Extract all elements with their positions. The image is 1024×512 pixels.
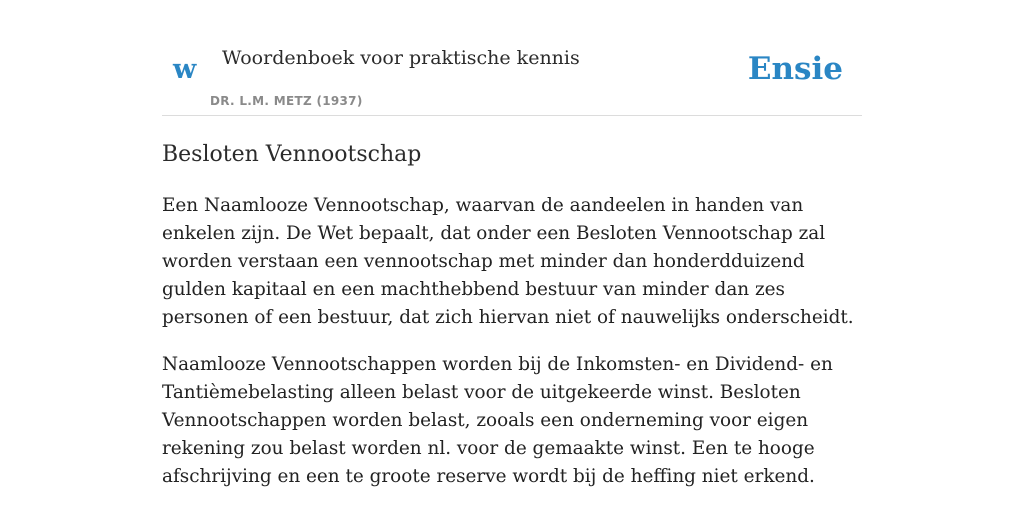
entry-paragraph: Naamlooze Vennootschappen worden bij de Inkomsten- en Dividend- en Tantièmebelasting alleen belast voor de uitgekeerde winst. Besloten Vennootschappen worden belast, zooals een onderneming voor eigen rekening zou belast worden nl. voor de gemaakte winst. Een te hooge afschrijving en een te groote reserve wordt bij de heffing niet erkend. bbox=[162, 354, 833, 487]
book-author: DR. L.M. METZ (1937) bbox=[210, 94, 363, 108]
book-title[interactable]: Woordenboek voor praktische kennis bbox=[222, 47, 580, 69]
entry-title: Besloten Vennootschap bbox=[162, 142, 422, 167]
entry-body bbox=[162, 192, 862, 510]
entry-paragraph: Een Naamlooze Vennootschap, waarvan de aandeelen in handen van enkelen zijn. De Wet bepaalt, dat onder een Besloten Vennootschap zal worden verstaan een vennootschap met minder dan honderdduizend gulden kapitaal en een machthebbend bestuur van minder dan zes personen of een bestuur, dat zich hiervan niet of nauwelijks onderscheidt. bbox=[162, 195, 854, 328]
book-logo-icon[interactable]: w bbox=[173, 54, 197, 85]
ensie-logo[interactable]: Ensie bbox=[747, 51, 843, 87]
page-header bbox=[162, 0, 862, 116]
